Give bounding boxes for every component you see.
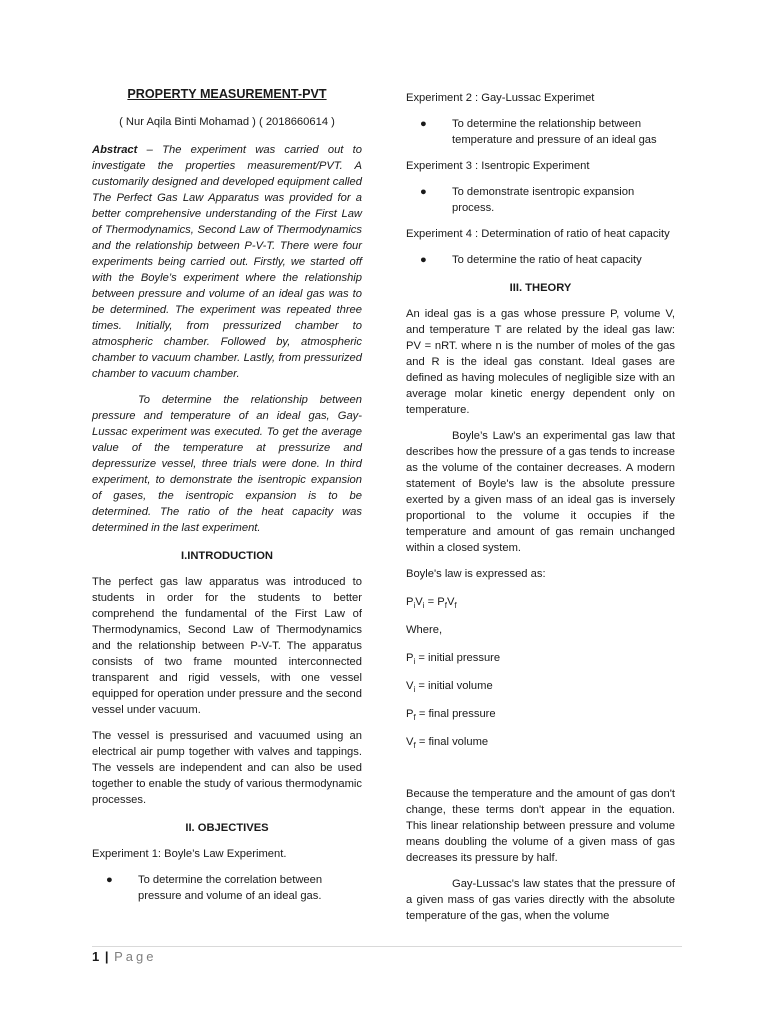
experiment-1-objective: To determine the correlation between pressure and volume of an ideal gas. (138, 874, 323, 902)
abstract-paragraph-2: To determine the relationship between pressure and temperature of an ideal gas, Gay-Lussac experiment was executed. To get the average value of the temperature at pressurize and depressurize vessel, three trials were done. In third experiment, to demonstrate the isentropic expansion of gases, the isentropic expansion is to be determined. The ratio of the heat capacity was determined in the last experiment. (92, 394, 362, 534)
theory-paragraph-1: An ideal gas is a gas whose pressure P, volume V, and temperature T are related by the ideal gas law: PV = nRT. where n is the number of moles of the gas and R is the ideal gas constant. Ideal gases are defined as having molecules of negligible size with an average molar kinetic energy dependent only on temperature. (406, 308, 675, 416)
experiment-2-bullets (406, 116, 675, 148)
experiment-3-bullets (406, 184, 675, 216)
list-item (406, 116, 675, 148)
definition-pf: $P_f$ = final pressure (406, 708, 496, 723)
introduction-paragraph-2: The vessel is pressurised and vacuumed using an electrical air pump together with valves and tappings. The vessels are independent and can also be used together to enable the study of various thermodynamic processes. (92, 730, 362, 806)
experiment-1-bullets (92, 872, 362, 904)
theory-paragraph-3: Because the temperature and the amount of gas don't change, these terms don't appear in the equation. This linear relationship between pressure and volume means doubling the volume of a given mass of gas decreases its pressure by half. (406, 788, 675, 864)
left-column (92, 86, 362, 914)
where-label: Where, (406, 624, 443, 636)
list-item (92, 872, 362, 904)
definition-vi-text: = initial volume (418, 680, 493, 692)
right-column (406, 90, 675, 924)
page-label: Page (114, 949, 157, 964)
introduction-paragraph-1: The perfect gas law apparatus was introduced to students in order for the students to better comprehend the fundamental of the First Law of Thermodynamics, Second Law of Thermodynamics and the relationship between P-V-T. The apparatus consists of two frame mounted interconnected transparent and rigid vessels, with one vessel equipped for operation under pressure and the second vessel under vacuum. (92, 576, 362, 716)
bullet-icon: ● (420, 254, 427, 266)
list-item (406, 184, 675, 216)
definition-pi: $P_i$ = initial pressure (406, 652, 501, 667)
experiment-2-title: Experiment 2 : Gay-Lussac Experimet (406, 92, 595, 104)
theory-paragraph-4: Gay-Lussac's law states that the pressure of a given mass of gas varies directly with the absolute temperature of the gas, when the volume (406, 878, 675, 922)
introduction-heading: I.INTRODUCTION (181, 550, 273, 562)
experiment-3-title: Experiment 3 : Isentropic Experiment (406, 160, 590, 172)
theory-heading: III. THEORY (509, 282, 572, 294)
experiment-2-objective: To determine the relationship between temperature and pressure of an ideal gas (452, 118, 657, 146)
paper-title: PROPERTY MEASUREMENT-PVT (127, 87, 327, 101)
bullet-icon: ● (106, 874, 113, 886)
definition-pf-text: = final pressure (418, 708, 496, 720)
definition-pi-text: = initial pressure (418, 652, 501, 664)
definition-vi: $V_i$ = initial volume (406, 680, 493, 695)
experiment-1-title: Experiment 1: Boyle’s Law Experiment. (92, 848, 287, 860)
experiment-4-objective: To determine the ratio of heat capacity (452, 254, 642, 266)
page-number: 1 (92, 949, 101, 964)
experiment-4-title: Experiment 4 : Determination of ratio of heat capacity (406, 228, 670, 240)
abstract-label: Abstract (92, 144, 138, 156)
page-separator: | (104, 949, 110, 964)
objectives-heading: II. OBJECTIVES (185, 822, 269, 834)
boyle-expression-label: Boyle's law is expressed as: (406, 568, 546, 580)
theory-paragraph-2: Boyle’s Law’s an experimental gas law that describes how the pressure of a gas tends to increase as the volume of the container decreases. A modern statement of Boyle's law is the absolute pressure exerted by a given mass of an ideal gas is inversely proportional to the volume it occupies if the temperature and amount of gas remain unchanged within a closed system. (406, 430, 675, 554)
author-line: ( Nur Aqila Binti Mohamad ) ( 2018660614 ) (119, 116, 335, 128)
page-footer (92, 949, 157, 965)
bullet-icon: ● (420, 118, 427, 130)
experiment-4-bullets (406, 252, 675, 268)
definition-vf-text: = final volume (418, 736, 489, 748)
definition-vf: $V_f$ = final volume (406, 736, 489, 751)
boyle-formula: $P_iV_i = P_fV_f$ (406, 596, 457, 611)
list-item (406, 252, 675, 268)
footer-rule (92, 946, 682, 947)
bullet-icon: ● (420, 186, 427, 198)
abstract-paragraph-1 (92, 142, 362, 382)
experiment-3-objective: To demonstrate isentropic expansion process. (452, 186, 635, 214)
abstract-text-1: – The experiment was carried out to investigate the properties measurement/PVT. A customarily designed and developed equipment called The Perfect Gas Law Apparatus was provided for a better comprehensive understanding of the First Law of Thermodynamics, Second Law of Thermodynamics and the relationship between P-V-T. There were four experiments being carried out. Firstly, we started off with the Boyle’s experiment where the relationship between pressure and volume of an ideal gas was to be determined. The experiment was repeated three times. Initially, from pressurized chamber to atmospheric chamber. Followed by, atmospheric chamber to vacuum chamber. Lastly, from pressurized chamber to vacuum chamber. (92, 144, 363, 380)
